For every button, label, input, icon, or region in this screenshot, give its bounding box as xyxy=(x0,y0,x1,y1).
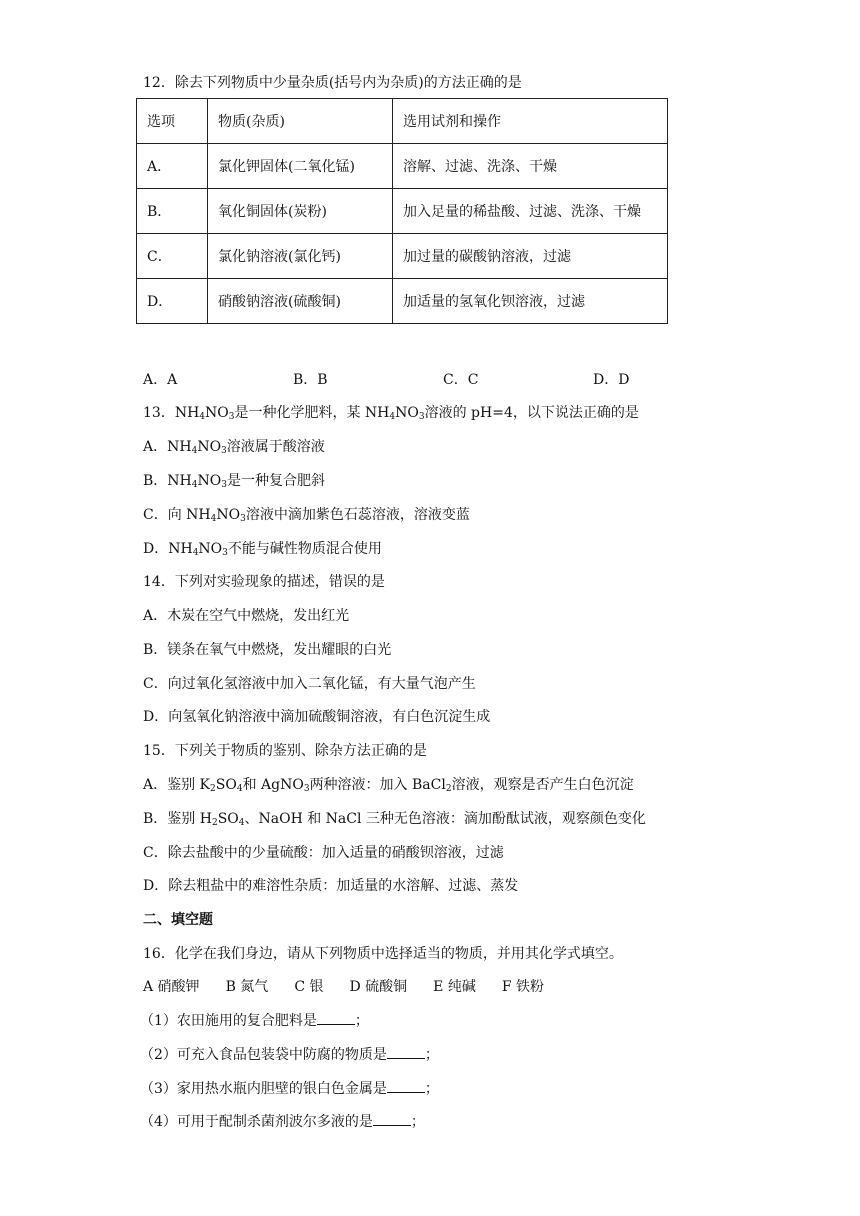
table-cell: D． xyxy=(137,279,208,324)
question-13-option-a: A．$NH_4NO_3$溶液属于酸溶液 xyxy=(143,439,325,456)
question-16-stem: 16．化学在我们身边，请从下列物质中选择适当的物质，并用其化学式填空。 xyxy=(143,946,623,962)
question-13-option-d: D．$NH_4NO_3$不能与碱性物质混合使用 xyxy=(143,541,382,558)
table-row xyxy=(137,234,668,279)
question-12-stem: 12．除去下列物质中少量杂质(括号内为杂质)的方法正确的是 xyxy=(143,75,522,91)
question-13-stem: 13．$NH_4NO_3$是一种化学肥料，某 $NH_4NO_3$溶液的 pH=4，以下说法正确的是 xyxy=(143,405,639,422)
fill-item-1: （1）农田施用的复合肥料是 ； xyxy=(140,1013,369,1029)
option-item: B 氮气 xyxy=(225,979,269,995)
question-16-options xyxy=(143,977,570,997)
table-cell: 溶解、过滤、洗涤、干燥 xyxy=(393,144,668,189)
fill-item-4: （4）可用于配制杀菌剂波尔多液的是 ； xyxy=(140,1114,425,1130)
table-cell: 氯化钾固体(二氧化锰) xyxy=(208,144,393,189)
option-item: F 铁粉 xyxy=(501,979,545,995)
fill-item-3: （3）家用热水瓶内胆壁的银白色金属是 ； xyxy=(140,1081,439,1097)
question-15-stem: 15．下列关于物质的鉴别、除杂方法正确的是 xyxy=(143,743,427,759)
choice-b: B．B xyxy=(293,372,328,388)
option-item: A 硝酸钾 xyxy=(143,979,200,995)
answer-blank[interactable] xyxy=(387,1080,425,1093)
table-cell: 加入足量的稀盐酸、过滤、洗涤、干燥 xyxy=(393,189,668,234)
question-13-option-b: B．$NH_4NO_3$是一种复合肥斜 xyxy=(143,473,325,490)
choice-a: A．A xyxy=(143,372,178,388)
table-row xyxy=(137,144,668,189)
section-heading: 二、填空题 xyxy=(143,912,213,928)
question-15-option-b: B．鉴别 $H_2SO_4$、NaOH 和 NaCl 三种无色溶液：滴加酚酞试液，观察颜色变化 xyxy=(143,811,646,828)
table-row xyxy=(137,279,668,324)
question-14-option-a: A．木炭在空气中燃烧，发出红光 xyxy=(143,608,350,624)
question-14-option-d: D．向氢氧化钠溶液中滴加硫酸铜溶液，有白色沉淀生成 xyxy=(143,709,491,725)
answer-blank[interactable] xyxy=(387,1046,425,1059)
question-13-option-c: C．向 $NH_4NO_3$溶液中滴加紫色石蕊溶液，溶液变蓝 xyxy=(143,507,470,524)
table-row xyxy=(137,189,668,234)
question-14-option-b: B．镁条在氧气中燃烧，发出耀眼的白光 xyxy=(143,642,392,658)
table-cell: 加过量的碳酸钠溶液，过滤 xyxy=(393,234,668,279)
table-cell: B． xyxy=(137,189,208,234)
answer-blank[interactable] xyxy=(373,1113,411,1126)
fill-item-2: （2）可充入食品包装袋中防腐的物质是 ； xyxy=(140,1047,439,1063)
question-14-option-c: C．向过氧化氢溶液中加入二氧化锰，有大量气泡产生 xyxy=(143,676,476,692)
answer-blank[interactable] xyxy=(317,1012,355,1025)
table-cell: 氯化钠溶液(氯化钙) xyxy=(208,234,393,279)
table-header-cell: 选用试剂和操作 xyxy=(393,99,668,144)
table-header-row xyxy=(137,99,668,144)
question-15-option-c: C．除去盐酸中的少量硫酸：加入适量的硝酸钡溶液，过滤 xyxy=(143,845,504,861)
option-item: E 纯碱 xyxy=(433,979,476,995)
table-cell: 氧化铜固体(炭粉) xyxy=(208,189,393,234)
question-15-option-d: D．除去粗盐中的难溶性杂质：加适量的水溶解、过滤、蒸发 xyxy=(143,878,519,894)
table-cell: A． xyxy=(137,144,208,189)
option-item: D 硫酸铜 xyxy=(349,979,408,995)
choice-d: D．D xyxy=(593,372,630,388)
table-cell: C． xyxy=(137,234,208,279)
question-12-table xyxy=(136,98,668,324)
table-header-cell: 物质(杂质) xyxy=(208,99,393,144)
table-header-cell: 选项 xyxy=(137,99,208,144)
option-item: C 银 xyxy=(294,979,324,995)
question-14-stem: 14．下列对实验现象的描述，错误的是 xyxy=(143,574,385,590)
table-cell: 硝酸钠溶液(硫酸铜) xyxy=(208,279,393,324)
question-15-option-a: A．鉴别 $K_2SO_4$和 AgNO$_3$两种溶液：加入 BaCl$_2$溶液，观察是否产生白色沉淀 xyxy=(143,777,634,794)
choice-c: C．C xyxy=(443,372,479,388)
table-cell: 加适量的氢氧化钡溶液，过滤 xyxy=(393,279,668,324)
